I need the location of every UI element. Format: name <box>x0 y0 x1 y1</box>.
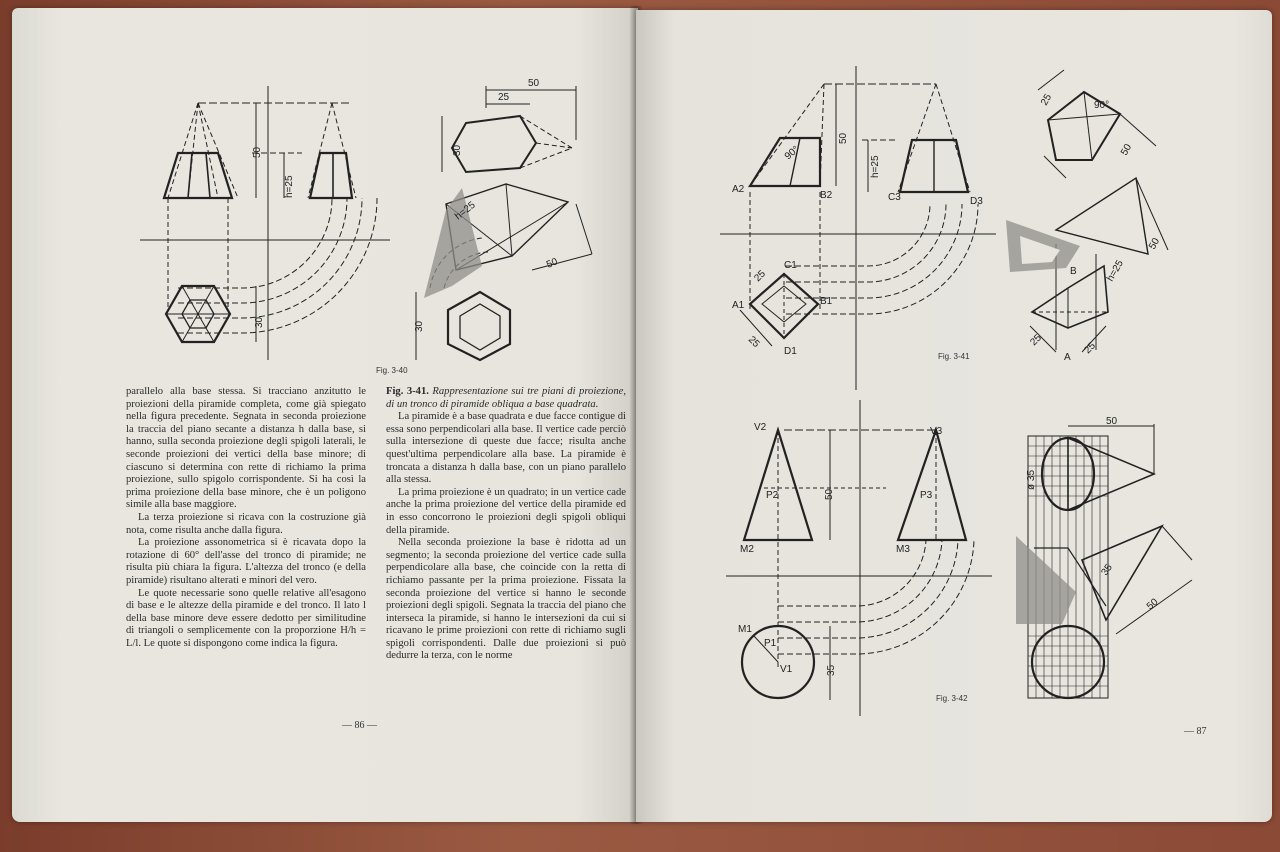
dim-30-left: 30 <box>254 316 265 328</box>
paragraph: La proiezione assonometrica si è ricavata dopo la rotazione di 60° dell'asse del tronco di piramide; ne risulta più chiara la figura. L'altezza del tronco (e della piramide) risultano alterati e minori del vero. <box>126 537 366 586</box>
dim-50: 50 <box>824 488 835 500</box>
dim-35-slant: 35 <box>1099 562 1115 578</box>
dim-25e: 25 <box>1082 340 1098 357</box>
label-B: B <box>1070 266 1077 277</box>
left-text-column <box>126 386 366 650</box>
label-A: A <box>1064 352 1071 363</box>
dim-25-top: 25 <box>498 92 510 103</box>
dim-h25b: h=25 <box>1105 258 1126 284</box>
label-90deg: 90° <box>782 144 802 163</box>
paragraph: Nella seconda proiezione la base è ridotta ad un segmento; la seconda proiezione del vertice cade sulla perpendicolare alla base, che coincide con la retta di richiamo passante per la prima proiezione. Fissata la seconda proiezione del vertice si hanno le seconde proiezioni degli spigoli. Segnata la traccia del piano che interseca la piramide, si hanno le intersezioni da cui si ricavano le prime proiezioni con rette di richiamo sugli spigoli corrispondenti. Dalle due proiezioni si può dedurre la terza, con le norme <box>386 537 626 662</box>
label-A2: A2 <box>732 184 745 195</box>
label-V1: V1 <box>780 664 793 675</box>
right-page <box>636 10 1272 822</box>
dim-35: 35 <box>826 664 837 676</box>
dim-50-slant: 50 <box>1144 596 1161 613</box>
dim-h25-right: h=25 <box>453 199 478 223</box>
paragraph: Le quote necessarie sono quelle relative all'esagono di base e le altezze della piramide e del tronco. Il lato l della base minore deve essere dedotto per similitudine di triangoli o semplicemente con la proporzione H/h = L/l. Le quote si dispongono come indica la figura. <box>126 587 366 649</box>
dim-50-top: 50 <box>1106 416 1118 427</box>
paragraph: parallelo alla base stessa. Si tracciano anzitutto le proiezioni della piramide completa, come già spiegato nella figura precedente. Segnata in seconda proiezione la traccia del piano secante a distanza h dalla base, si hanno, sulla seconda proiezione degli spigoli laterali, le seconde proiezioni dei vertici della base minore; di ciascuno si determina con rette di richiamo la prima proiezione, sullo spigolo corrispondente. Si ha così la prima proiezione della base minore, che è un poligono simile alla base maggiore. <box>126 386 366 511</box>
figure-3-40-label: Fig. 3-40 <box>376 366 408 375</box>
paragraph: La piramide è a base quadrata e due facce contigue di essa sono perpendicolari alla base. Il vertice cade perciò sulla intersezione di queste due facce; risulta anche quest'ultima perpendicolare alla base. La piramide è troncata a distanza h dalla base, con un piano parallelo alla stessa. <box>386 411 626 486</box>
paragraph: La terza proiezione si ricava con la costruzione già nota, come risulta anche dalla figura. <box>126 511 366 536</box>
label-V2: V2 <box>754 422 767 433</box>
figure-3-41-caption <box>386 386 626 411</box>
label-P2: P2 <box>766 490 779 501</box>
page-number-left: — 86 — <box>342 720 377 731</box>
label-P3: P3 <box>920 490 933 501</box>
label-V3: V3 <box>930 426 943 437</box>
dim-30-bottom: 30 <box>414 320 425 332</box>
dim-50-slant: 50 <box>545 256 560 271</box>
label-M3: M3 <box>896 544 910 555</box>
label-D1: D1 <box>784 346 797 357</box>
label-A1: A1 <box>732 300 745 311</box>
figure-3-41-label: Fig. 3-41 <box>938 352 970 361</box>
dim-25d: 25 <box>1028 332 1044 349</box>
dim-h25: h=25 <box>870 155 881 178</box>
dim-25: 25 <box>752 268 768 285</box>
paragraph: La prima proiezione è un quadrato; in un vertice cade anche la prima proiezione del vertice della piramide ed in esso concorrono le proiezioni degli spigoli obliqui della piramide. <box>386 486 626 536</box>
dim-50b: 50 <box>1119 142 1135 158</box>
label-P1: P1 <box>764 638 777 649</box>
page-number-right: — 87 <box>1184 726 1207 737</box>
label-B1: B1 <box>820 296 833 307</box>
dim-30-right: 30 <box>452 144 463 156</box>
dim-50c: 50 <box>1147 236 1163 252</box>
dim-50-left: 50 <box>252 146 263 158</box>
caption-text: Rappresentazione sui tre piani di proiezione, di un tronco di piramide obliqua a base quadrata. <box>386 386 627 410</box>
figure-3-42-label: Fig. 3-42 <box>936 694 968 703</box>
label-C1: C1 <box>784 260 797 271</box>
dim-25c: 25 <box>1039 92 1055 108</box>
label-C3: C3 <box>888 192 901 203</box>
caption-number: Fig. 3-41. <box>386 386 429 397</box>
label-M2: M2 <box>740 544 754 555</box>
dim-50-top: 50 <box>528 78 540 89</box>
label-B2: B2 <box>820 190 833 201</box>
dim-phi35: ø 35 <box>1026 469 1037 490</box>
figure-3-41-drawing <box>636 10 1272 390</box>
dim-h25-left: h=25 <box>284 175 295 198</box>
left-page <box>12 8 638 822</box>
dim-25b: 25 <box>745 334 762 350</box>
label-M1: M1 <box>738 624 752 635</box>
label-D3: D3 <box>970 196 983 207</box>
label-90deg-b: 90° <box>1094 100 1110 111</box>
figure-3-40-drawing <box>12 8 638 378</box>
right-text-column <box>386 386 626 663</box>
dim-50: 50 <box>838 132 849 144</box>
figure-3-42-drawing <box>636 400 1272 720</box>
